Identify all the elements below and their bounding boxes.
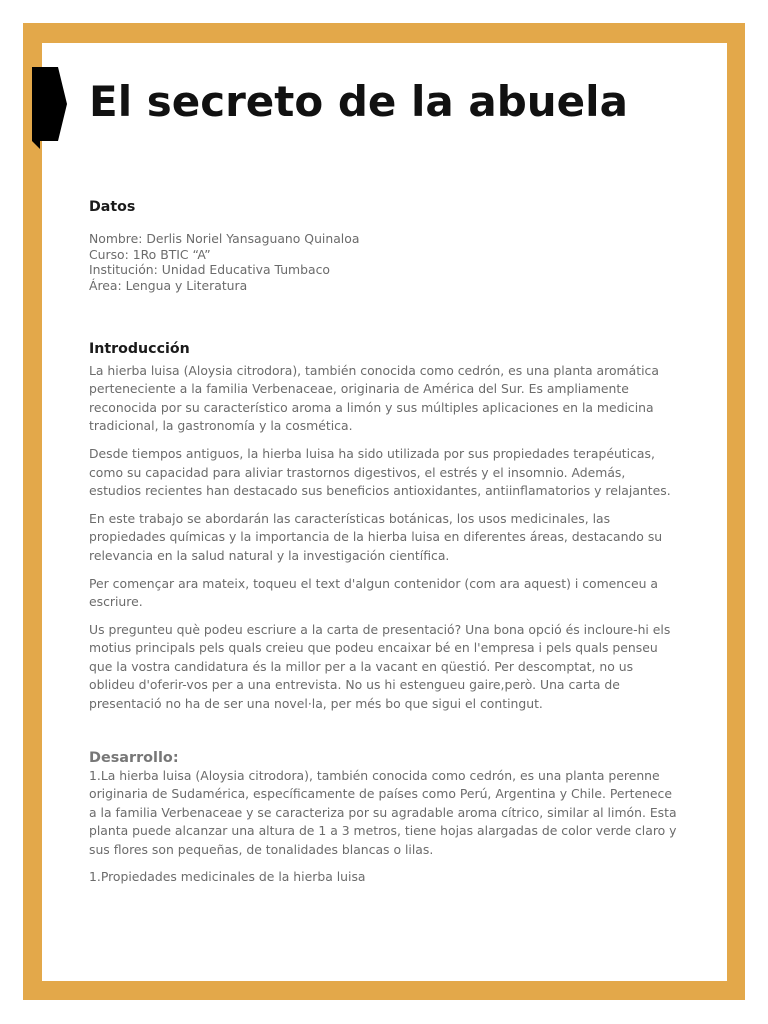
intro-paragraph-2: Desde tiempos antiguos, la hierba luisa ha sido utilizada por sus propiedades terapéuticas, como su capacidad para aliviar trastornos digestivos, el estrés y el insomnio. Además, estudios recientes han destacado sus beneficios antioxidantes, antiinflamatorios y relajantes. <box>89 446 671 498</box>
datos-line-curso: Curso: 1Ro BTIC “A” <box>89 246 211 262</box>
document-title: El secreto de la abuela <box>89 77 628 126</box>
bookmark-tab-shape <box>32 67 67 149</box>
desarrollo-paragraph-2: 1.Propiedades medicinales de la hierba luisa <box>89 869 366 885</box>
document-body <box>89 196 679 896</box>
desarrollo-heading: Desarrollo: <box>89 749 179 766</box>
desarrollo-section <box>89 767 679 887</box>
intro-paragraph-1: La hierba luisa (Aloysia citrodora), también conocida como cedrón, es una planta aromática perteneciente a la familia Verbenaceae, originaria de América del Sur. Es ampliamente reconocida por su característico aroma a limón y sus múltiples aplicaciones en la medicina tradicional, la gastronomía y la cosmética. <box>89 363 659 434</box>
datos-heading: Datos <box>89 199 136 215</box>
datos-info-block <box>89 231 679 293</box>
introduccion-section <box>89 362 679 713</box>
datos-line-area: Área: Lengua y Literatura <box>89 277 248 293</box>
datos-line-institucion: Institución: Unidad Educativa Tumbaco <box>89 262 330 277</box>
introduccion-heading: Introducción <box>89 341 190 357</box>
datos-line-nombre: Nombre: Derlis Noriel Yansaguano Quinaloa <box>89 231 360 246</box>
bookmark-tab-icon <box>32 67 68 149</box>
intro-paragraph-3: En este trabajo se abordarán las características botánicas, los usos medicinales, las propiedades químicas y la importancia de la hierba luisa en diferentes áreas, destacando su relevancia en la salud natural y la investigación científica. <box>89 510 663 563</box>
intro-paragraph-4: Per començar ara mateix, toqueu el text d'algun contenidor (com ara aquest) i comenceu a escriure. <box>89 575 658 609</box>
intro-paragraph-5: Us pregunteu què podeu escriure a la carta de presentació? Una bona opció és incloure-hi els motius principals pels quals creieu que podeu encaixar bé en l'empresa i pels quals penseu que la vostra candidatura és la millor per a la vacant en qüestió. Per descomptat, no us oblideu d'oferir-vos per a una entrevista. No us hi estengueu gaire,però. Una carta de presentació no ha de ser una novel·la, per més bo que sigui el contingut. <box>89 621 671 711</box>
desarrollo-paragraph-1: 1.La hierba luisa (Aloysia citrodora), también conocida como cedrón, es una planta perenne originaria de Sudamérica, específicamente de países como Perú, Argentina y Chile. Pertenece a la familia Verbenaceae y se caracteriza por su agradable aroma cítrico, similar al limón. Esta planta puede alcanzar una altura de 1 a 3 metros, tiene hojas alargadas de color verde claro y sus flores son pequeñas, de tonalidades blancas o lilas. <box>89 767 677 857</box>
